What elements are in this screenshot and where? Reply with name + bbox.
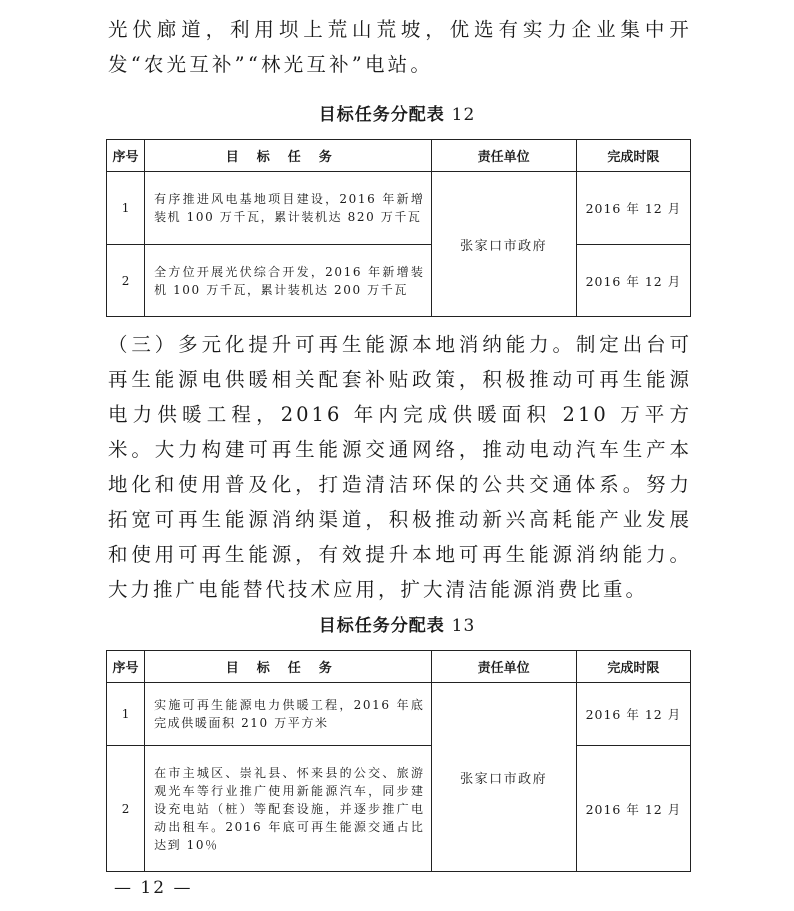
header-unit: 责任单位 [431, 140, 576, 172]
row-deadline: 2016 年 12 月 [576, 683, 690, 746]
header-deadline: 完成时限 [576, 140, 690, 172]
row-deadline: 2016 年 12 月 [576, 172, 690, 245]
table-row [107, 245, 691, 317]
row-seq: 1 [107, 683, 145, 746]
row-deadline: 2016 年 12 月 [576, 746, 690, 872]
header-unit: 责任单位 [431, 651, 576, 683]
table-12-title-number: 12 [451, 105, 476, 125]
table-13-title-text: 目标任务分配表 [318, 616, 445, 636]
row-seq: 1 [107, 172, 145, 245]
row-task: 在市主城区、崇礼县、怀来县的公交、旅游观光车等行业推广使用新能源汽车，同步建设充电站（桩）等配套设施，并逐步推广电动出租车。2016 年底可再生能源交通占比达到 10％ [145, 746, 431, 872]
table-row [107, 172, 691, 245]
header-task: 目标任务 [145, 651, 431, 683]
body-paragraph-top: 光伏廊道，利用坝上荒山荒坡，优选有实力企业集中开发“农光互补”“林光互补”电站。 [108, 18, 692, 76]
row-unit: 张家口市政府 [431, 683, 576, 872]
header-seq: 序号 [107, 140, 145, 172]
table-header-row [107, 140, 691, 172]
row-deadline: 2016 年 12 月 [576, 245, 690, 317]
table-13-title [0, 611, 794, 636]
row-seq: 2 [107, 746, 145, 872]
task-allocation-table-13 [106, 650, 691, 872]
table-row [107, 683, 691, 746]
table-12-title [0, 100, 794, 125]
table-row [107, 746, 691, 872]
task-allocation-table-12 [106, 139, 691, 317]
row-unit: 张家口市政府 [431, 172, 576, 317]
row-task: 有序推进风电基地项目建设，2016 年新增装机 100 万千瓦，累计装机达 820 万千瓦 [145, 172, 431, 245]
header-seq: 序号 [107, 651, 145, 683]
table-header-row [107, 651, 691, 683]
table-12-title-text: 目标任务分配表 [318, 105, 445, 125]
page-number: — 12 — [114, 878, 193, 898]
row-task: 实施可再生能源电力供暖工程，2016 年底完成供暖面积 210 万平方米 [145, 683, 431, 746]
header-task: 目标任务 [145, 140, 431, 172]
table-13-title-number: 13 [451, 616, 476, 636]
header-deadline: 完成时限 [576, 651, 690, 683]
row-seq: 2 [107, 245, 145, 317]
row-task: 全方位开展光伏综合开发，2016 年新增装机 100 万千瓦，累计装机达 200 万千瓦 [145, 245, 431, 317]
body-paragraph-section-3: （三）多元化提升可再生能源本地消纳能力。制定出台可再生能源电供暖相关配套补贴政策，积极推动可再生能源电力供暖工程，2016 年内完成供暖面积 210 万平方米。大力构建可再生能源交通网络，推动电动汽车生产本地化和使用普及化，打造清洁环保的公共交通体系。努力拓宽可再生能源消纳渠道，积极推动新兴高耗能产业发展和使用可再生能源，有效提升本地可再生能源消纳能力。大力推广电能替代技术应用，扩大清洁能源消费比重。 [108, 333, 692, 601]
